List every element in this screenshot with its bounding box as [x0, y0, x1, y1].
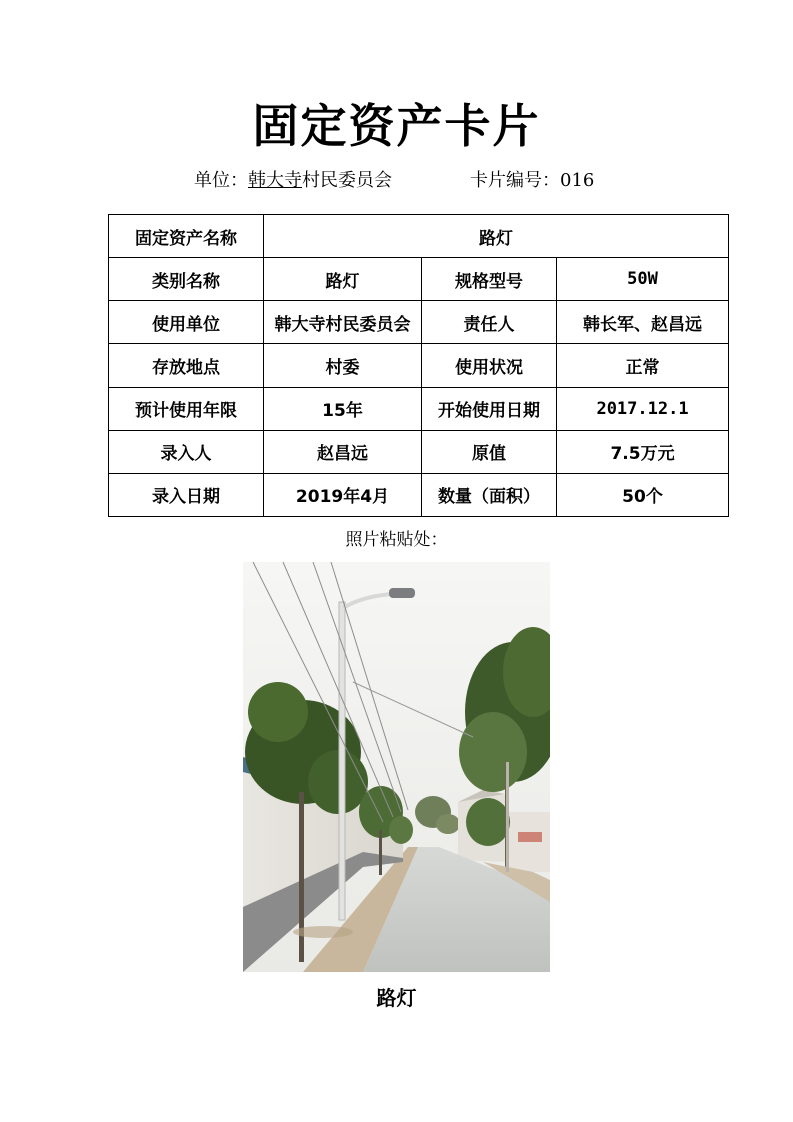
- value-cell: 韩大寺村民委员会: [264, 301, 422, 344]
- value-cell: 2019年4月: [264, 473, 422, 516]
- table-row: [109, 344, 729, 387]
- value-cell: 7.5万元: [557, 430, 729, 473]
- photo-caption: 路灯: [376, 986, 417, 1010]
- value-cell: 15年: [264, 387, 422, 430]
- label-cell: 录入日期: [109, 473, 264, 516]
- photo-paste-label: 照片粘贴处：: [345, 530, 448, 550]
- table-row: [109, 215, 729, 258]
- value-cell: 正常: [557, 344, 729, 387]
- label-cell: 录入人: [109, 430, 264, 473]
- table-row: [109, 258, 729, 301]
- label-cell: 原值: [422, 430, 557, 473]
- value-cell: 50个: [557, 473, 729, 516]
- label-cell: 类别名称: [109, 258, 264, 301]
- table-row: [109, 473, 729, 516]
- unit-value: 韩大寺: [248, 170, 302, 191]
- table-row: [109, 387, 729, 430]
- value-cell: 赵昌远: [264, 430, 422, 473]
- page-title: 固定资产卡片: [252, 99, 541, 153]
- value-cell: 村委: [264, 344, 422, 387]
- asset-card-table: [108, 214, 729, 517]
- card-number-line: [470, 168, 594, 194]
- value-cell: 50W: [557, 258, 729, 301]
- unit-label: 单位：: [194, 170, 248, 191]
- table-row: [109, 301, 729, 344]
- card-number-label: 卡片编号：: [470, 170, 560, 191]
- label-cell: 使用单位: [109, 301, 264, 344]
- unit-value-rest: 村民委员会: [302, 170, 392, 191]
- label-cell: 预计使用年限: [109, 387, 264, 430]
- unit-line: [194, 168, 392, 194]
- value-cell: 路灯: [264, 215, 729, 258]
- label-cell: 规格型号: [422, 258, 557, 301]
- label-cell: 数量（面积）: [422, 473, 557, 516]
- value-cell: 2017.12.1: [557, 387, 729, 430]
- card-number-value: 016: [560, 170, 595, 191]
- street-lamp-photo: [243, 562, 550, 972]
- label-cell: 责任人: [422, 301, 557, 344]
- label-cell: 开始使用日期: [422, 387, 557, 430]
- label-cell: 存放地点: [109, 344, 264, 387]
- label-cell: 使用状况: [422, 344, 557, 387]
- value-cell: 韩长军、赵昌远: [557, 301, 729, 344]
- label-cell: 固定资产名称: [109, 215, 264, 258]
- table-row: [109, 430, 729, 473]
- value-cell: 路灯: [264, 258, 422, 301]
